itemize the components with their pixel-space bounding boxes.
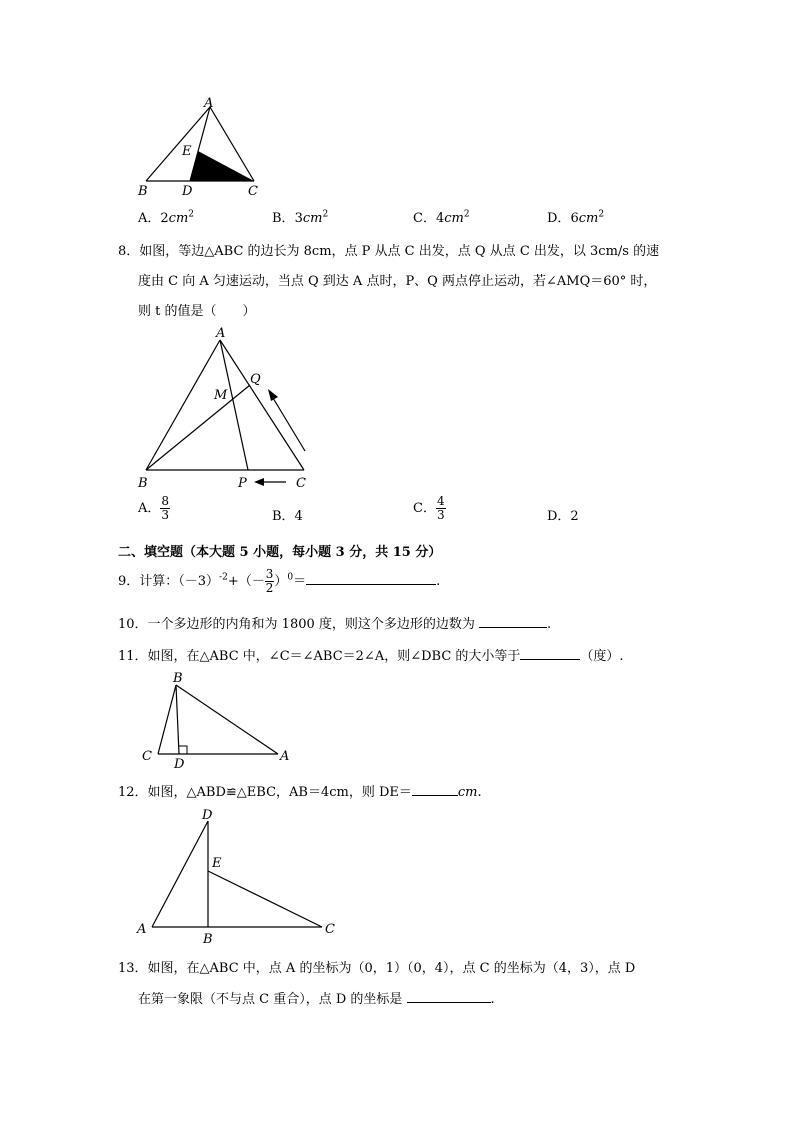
q9-answer-blank[interactable] <box>306 572 436 585</box>
q10-answer-blank[interactable] <box>479 615 547 628</box>
q8-line-bq <box>146 385 250 470</box>
q12-label-c: C <box>325 922 335 937</box>
q10-text: 10．一个多边形的内角和为 1800 度，则这个多边形的边数为 . <box>118 617 552 632</box>
q8-side-ac <box>220 340 304 470</box>
q8-label-c: C <box>296 476 306 491</box>
q8-option-b[interactable]: B．4 <box>272 509 303 524</box>
section-2-title: 二、填空题（本大题 5 小题，每小题 3 分，共 15 分） <box>118 545 442 560</box>
q8-label-a: A <box>216 326 226 341</box>
q13-line-1: 13．如图，在△ABC 中，点 A 的坐标为（0，1）（0，4），点 C 的坐标为（4，3），点 D <box>118 961 636 976</box>
q8-line-ap <box>220 340 248 470</box>
q11-side-bc <box>158 685 176 754</box>
q11-text: 11．如图，在△ABC 中，∠C＝∠ABC＝2∠A，则∠DBC 的大小等于 （度）. <box>118 649 624 664</box>
q7-option-a[interactable]: A．$2cm^2$ <box>138 209 195 226</box>
q8-arrowhead-ca <box>268 389 278 401</box>
q11-altitude-bd <box>176 685 179 754</box>
q13-line-2: 在第一象限（不与点 C 重合），点 D 的坐标是 . <box>138 992 495 1007</box>
q11-figure <box>138 670 298 775</box>
q9-expression: 9．计算：$(-3)^{-2}+(-$ $\frac{3}{2}$ ）$^0$＝ . <box>118 567 441 595</box>
q11-answer-blank[interactable] <box>520 647 580 660</box>
q7-option-c[interactable]: C．$4cm^2$ <box>413 209 470 226</box>
q7-label-d: D <box>182 184 193 199</box>
q8-option-a[interactable]: A． $\frac{8}{3}$ <box>138 494 170 522</box>
q12-label-e: E <box>212 856 222 871</box>
q12-side-ad <box>152 821 208 927</box>
q7-label-a: A <box>204 96 214 111</box>
q11-side-ba <box>176 685 278 754</box>
q11-label-b: B <box>173 671 183 686</box>
q8-option-d[interactable]: D．2 <box>547 509 579 524</box>
q8-line-1: 8．如图，等边△ABC 的边长为 8cm，点 P 从点 C 出发，点 Q 从点 C 出发，以 3cm/s 的速 <box>118 244 660 259</box>
q8-label-q: Q <box>250 372 261 387</box>
q8-arrowhead-cp <box>254 478 264 486</box>
q12-answer-blank[interactable] <box>412 783 458 796</box>
q7-label-c: C <box>248 184 258 199</box>
q8-label-p: P <box>238 476 247 491</box>
q7-label-b: B <box>138 184 148 199</box>
q7-label-e: E <box>182 144 192 159</box>
q8-figure <box>130 325 320 495</box>
q8-line-2: 度由 C 向 A 匀速运动，当点 Q 到达 A 点时，P、Q 两点停止运动，若∠AMQ＝60° 时， <box>138 274 657 289</box>
q7-option-b[interactable]: B．$3cm^2$ <box>272 209 329 226</box>
q11-label-d: D <box>174 757 185 772</box>
q12-label-b: B <box>203 932 213 947</box>
q12-label-d: D <box>202 808 213 823</box>
q12-text: 12．如图，△ABD≌△EBC，AB＝4cm，则 DE＝ cm. <box>118 785 482 800</box>
q8-option-c[interactable]: C． $\frac{4}{3}$ <box>413 494 445 522</box>
q13-answer-blank[interactable] <box>407 990 491 1003</box>
q11-label-a: A <box>280 749 290 764</box>
q11-right-angle-mark <box>179 746 187 754</box>
q11-label-c: C <box>142 749 152 764</box>
q12-side-ec <box>208 871 322 927</box>
q8-arrow-ca <box>270 393 305 451</box>
q8-label-b: B <box>138 476 148 491</box>
q7-option-d[interactable]: D．$6cm^2$ <box>547 209 605 226</box>
q8-side-ab <box>146 340 220 470</box>
q7-figure <box>130 95 280 205</box>
q12-label-a: A <box>137 922 147 937</box>
q8-line-3: 则 t 的值是（ ） <box>138 304 256 319</box>
q8-label-m: M <box>214 388 228 403</box>
q12-figure <box>130 805 345 950</box>
